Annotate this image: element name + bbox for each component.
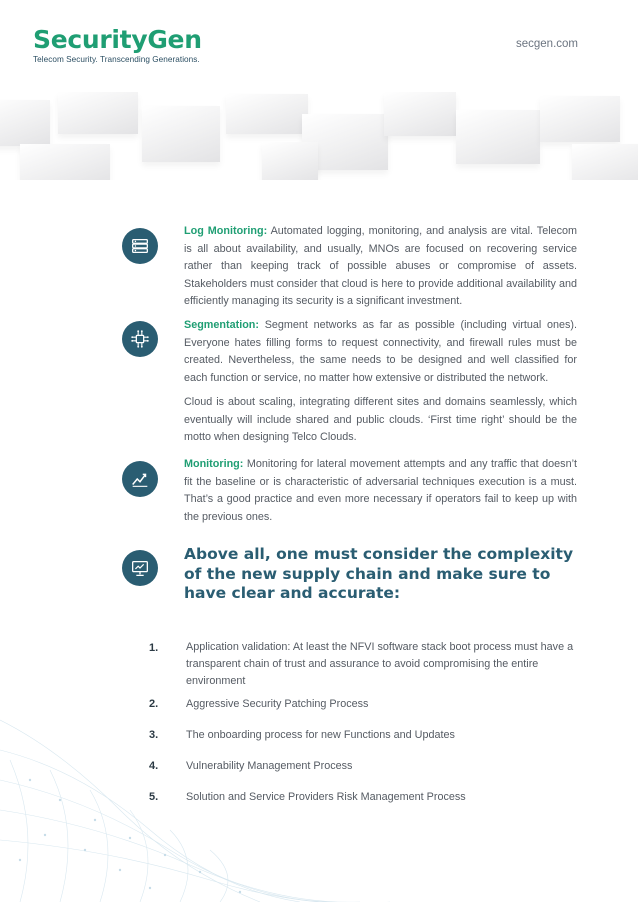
banner-cube bbox=[456, 110, 540, 164]
presentation-board-icon bbox=[129, 557, 151, 579]
logo bbox=[33, 26, 202, 64]
section-cloud bbox=[184, 394, 577, 447]
list-item-text: Aggressive Security Patching Process bbox=[186, 698, 369, 710]
banner-cube bbox=[262, 142, 318, 180]
monitoring-icon-badge bbox=[122, 461, 158, 497]
site-url[interactable]: secgen.com bbox=[515, 38, 578, 50]
list-number: 2. bbox=[149, 698, 159, 710]
section-monitoring bbox=[184, 456, 577, 526]
banner-cube bbox=[572, 144, 638, 180]
server-icon bbox=[129, 235, 151, 257]
banner-cube bbox=[58, 92, 138, 134]
section-log-monitoring bbox=[184, 223, 577, 311]
list-number: 1. bbox=[149, 642, 159, 654]
list-item-text: The onboarding process for new Functions and Updates bbox=[186, 729, 455, 741]
section-lead: Segmentation: bbox=[184, 319, 259, 331]
banner-cube bbox=[540, 96, 620, 142]
section-lead: Monitoring: bbox=[184, 458, 244, 470]
log-monitoring-icon-badge bbox=[122, 228, 158, 264]
segmentation-icon-badge bbox=[122, 321, 158, 357]
list-number: 3. bbox=[149, 729, 159, 741]
banner-cube bbox=[142, 106, 220, 162]
banner-cube bbox=[226, 94, 308, 134]
banner-cube bbox=[20, 144, 110, 180]
headline: Above all, one must consider the complexity of the new supply chain and make sure to have clear and accurate: bbox=[184, 545, 574, 602]
list-item-text: Application validation: At least the NFVI software stack boot process must have a transparent chain of trust and assurance to avoid compromising the entire environment bbox=[186, 641, 574, 687]
banner-cube bbox=[384, 92, 456, 136]
network-mesh-decoration bbox=[0, 660, 430, 902]
decorative-banner bbox=[0, 92, 638, 180]
list-number: 4. bbox=[149, 760, 159, 772]
list-item-text: Vulnerability Management Process bbox=[186, 760, 353, 772]
section-text: Automated logging, monitoring, and analysis are vital. Telecom is all about availability, and usually, MNOs are focused on recovering service rather than keeping track of possible abuses or compromise of assets. Stakeholders must consider that cloud is here to provide additional availability and efficiently managing its security is a significant investment. bbox=[184, 225, 577, 308]
page-header bbox=[0, 0, 638, 80]
logo-tagline: Telecom Security. Transcending Generations. bbox=[33, 55, 200, 64]
list-item-text: Solution and Service Providers Risk Management Process bbox=[186, 791, 466, 803]
section-text: Monitoring for lateral movement attempts and any traffic that doesn’t fit the baseline or is characteristic of adversarial techniques execution is a must. That’s a good practice and even more necessary if operators fail to keep up with the previous ones. bbox=[184, 458, 577, 523]
section-text: Segment networks as far as possible (including virtual ones). Everyone hates filling forms to request connectivity, and firewall rules must be created. Nevertheless, the same needs to be designed and well classified for each function or service, no matter how extensive or distributed the network. bbox=[184, 319, 577, 384]
section-lead: Log Monitoring: bbox=[184, 225, 268, 237]
banner-cube bbox=[0, 100, 50, 146]
headline-icon-badge bbox=[122, 550, 158, 586]
trend-chart-icon bbox=[129, 468, 151, 490]
logo-wordmark: SecurityGen bbox=[33, 25, 202, 54]
section-text: Cloud is about scaling, integrating different sites and domains seamlessly, which eventually will include shared and public clouds. ‘First time right’ should be the motto when designing Telco Clouds. bbox=[184, 396, 577, 444]
list-number: 5. bbox=[149, 791, 159, 803]
network-chip-icon bbox=[129, 328, 151, 350]
section-segmentation bbox=[184, 317, 577, 387]
